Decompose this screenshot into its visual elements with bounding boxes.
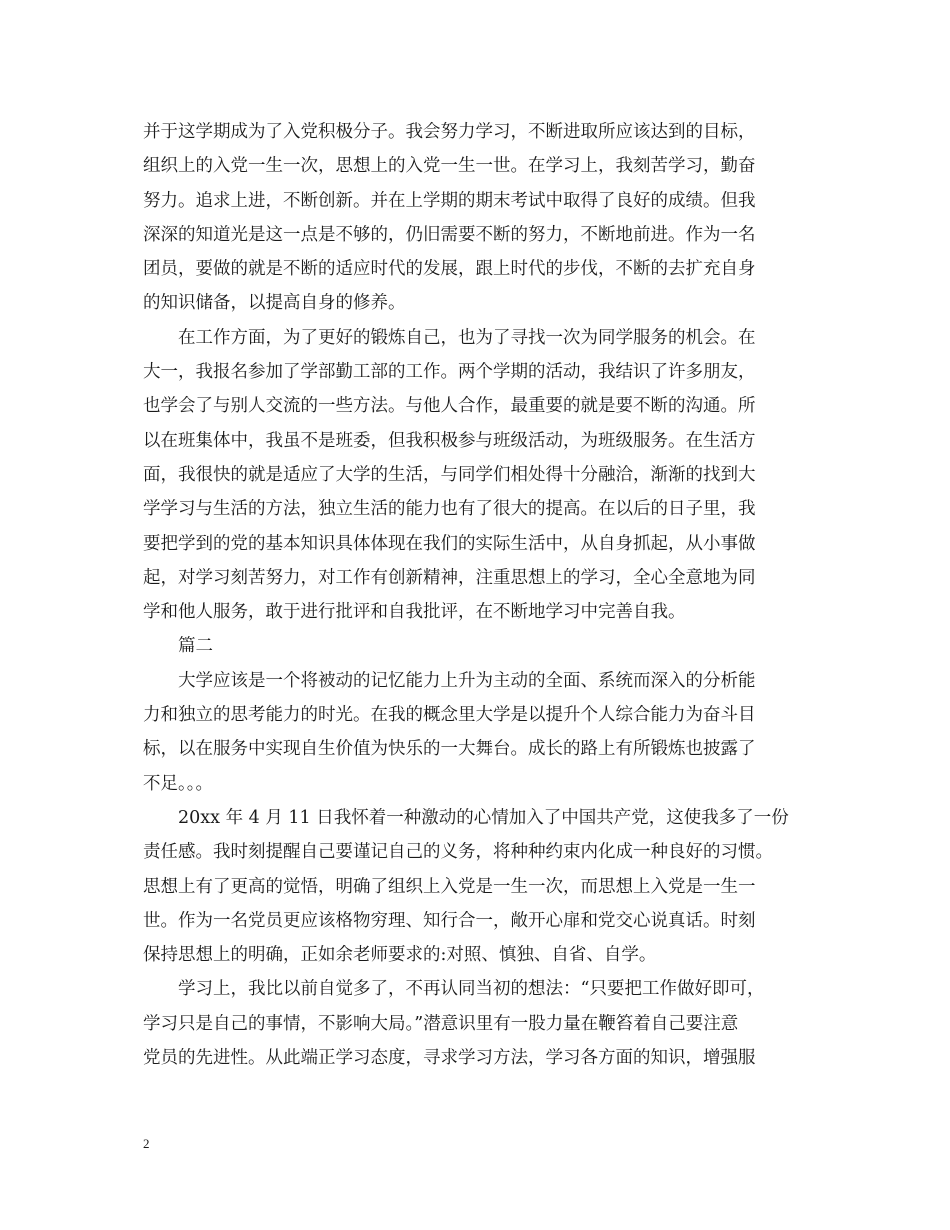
text-line: 团员，要做的就是不断的适应时代的发展，跟上时代的步伐，不断的去扩充自身 bbox=[143, 259, 756, 280]
text-line: 学和他人服务，敢于进行批评和自我批评，在不断地学习中完善自我。 bbox=[143, 602, 686, 623]
text-line: 以在班集体中，我虽不是班委，但我积极参与班级活动，为班级服务。在生活方 bbox=[143, 430, 756, 451]
text-line: 面，我很快的就是适应了大学的生活，与同学们相处得十分融洽，渐渐的找到大 bbox=[143, 464, 756, 485]
text-line: 要把学到的党的基本知识具体体现在我们的实际生活中，从自身抓起，从小事做 bbox=[143, 533, 756, 554]
page-number: 2 bbox=[143, 1136, 150, 1151]
text-line: 责任感。我时刻提醒自己要谨记自己的义务，将种种约束内化成一种良好的习惯。 bbox=[143, 842, 773, 863]
text-line: 大学应该是一个将被动的记忆能力上升为主动的全面、系统而深入的分析能 bbox=[178, 670, 756, 691]
text-line: 学习只是自己的事情，不影响大局。”潜意识里有一股力量在鞭笞着自己要注意 bbox=[143, 1013, 739, 1034]
text-line: 思想上有了更高的觉悟，明确了组织上入党是一生一次，而思想上入党是一生一 bbox=[143, 876, 756, 897]
text-line: 在工作方面，为了更好的锻炼自己，也为了寻找一次为同学服务的机会。在 bbox=[178, 327, 756, 348]
text-line: 20xx 年 4 月 11 日我怀着一种激动的心情加入了中国共产党，这使我多了一份 bbox=[178, 807, 789, 828]
text-line: 努力。追求上进，不断创新。并在上学期的期末考试中取得了良好的成绩。但我 bbox=[143, 190, 756, 211]
text-line: 学习上，我比以前自觉多了，不再认同当初的想法：“只要把工作做好即可， bbox=[178, 979, 765, 1000]
text-line: 学学习与生活的方法，独立生活的能力也有了很大的提高。在以后的日子里，我 bbox=[143, 499, 756, 520]
text-line: 篇二 bbox=[178, 636, 213, 657]
text-line: 党员的先进性。从此端正学习态度，寻求学习方法，学习各方面的知识，增强服 bbox=[143, 1048, 756, 1069]
text-line: 也学会了与别人交流的一些方法。与他人合作，最重要的就是要不断的沟通。所 bbox=[143, 396, 756, 417]
text-line: 保持思想上的明确，正如余老师要求的:对照、慎独、自省、自学。 bbox=[143, 945, 657, 966]
text-line: 深深的知道光是这一点是不够的，仍旧需要不断的努力，不断地前进。作为一名 bbox=[143, 224, 756, 245]
text-line: 并于这学期成为了入党积极分子。我会努力学习，不断进取所应该达到的目标， bbox=[143, 122, 756, 142]
text-line: 起，对学习刻苦努力，对工作有创新精神，注重思想上的学习，全心全意地为同 bbox=[143, 567, 756, 588]
text-line: 组织上的入党一生一次，思想上的入党一生一世。在学习上，我刻苦学习，勤奋 bbox=[143, 156, 756, 177]
text-line: 不足。。。 bbox=[143, 773, 213, 794]
text-line: 的知识储备，以提高自身的修养。 bbox=[143, 293, 406, 314]
text-line: 力和独立的思考能力的时光。在我的概念里大学是以提升个人综合能力为奋斗目 bbox=[143, 705, 756, 726]
text-line: 标，以在服务中实现自生价值为快乐的一大舞台。成长的路上有所锻炼也披露了 bbox=[143, 739, 756, 760]
document-body bbox=[143, 115, 815, 1075]
text-line: 世。作为一名党员更应该格物穷理、知行合一，敞开心扉和党交心说真话。时刻 bbox=[143, 910, 756, 931]
text-line: 大一，我报名参加了学部勤工部的工作。两个学期的活动，我结识了许多朋友， bbox=[143, 362, 756, 383]
